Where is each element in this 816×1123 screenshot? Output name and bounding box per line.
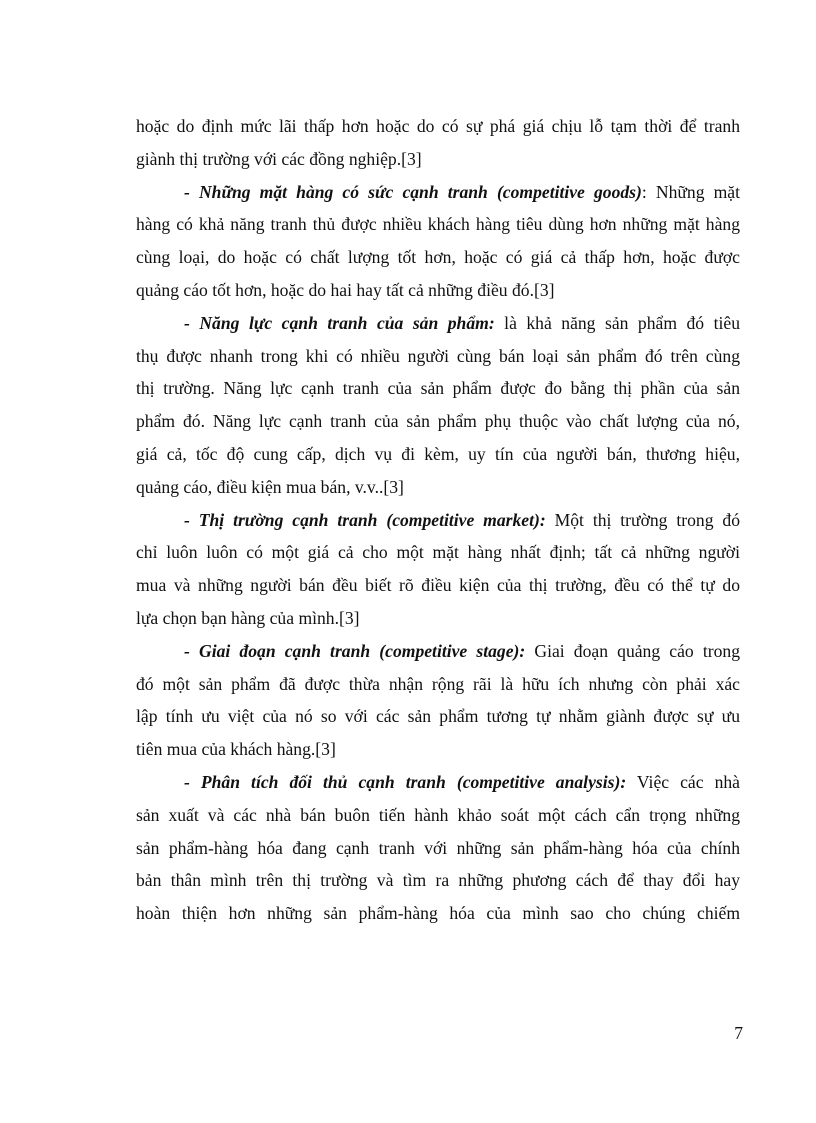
definition-start: Giai đoạn quảng cáo trong	[525, 640, 740, 661]
term-product-competitiveness: - Năng lực cạnh tranh của sản phẩm:	[184, 312, 495, 333]
page-number: 7	[734, 1023, 743, 1043]
text-line: giành thị trường với các đồng nghiệp.[3]	[136, 148, 422, 169]
text-line: tiên mua của khách hàng.[3]	[136, 739, 336, 760]
definition-start: Việc các nhà	[626, 771, 740, 792]
text-line: quảng cáo tốt hơn, hoặc do hai hay tất cả những điều đó.[3]	[136, 279, 555, 300]
text-line: bản thân mình trên thị trường và tìm ra những phương cách để thay đổi hay	[136, 870, 740, 891]
definition-start: Một thị trường trong đó	[545, 509, 740, 530]
text-line: đó một sản phẩm đã được thừa nhận rộng rãi là hữu ích nhưng còn phải xác	[136, 673, 740, 694]
text-line: phẩm đó. Năng lực cạnh tranh của sản phẩm phụ thuộc vào chất lượng của nó,	[136, 411, 740, 432]
text-line: quảng cáo, điều kiện mua bán, v.v..[3]	[136, 476, 404, 497]
term-competitive-analysis: - Phân tích đối thủ cạnh tranh (competitive analysis):	[184, 771, 627, 792]
text-line: hàng có khả năng tranh thủ được nhiều khách hàng tiêu dùng hơn những mặt hàng	[136, 214, 740, 235]
text-line: thụ được nhanh trong khi có nhiều người cùng bán loại sản phẩm đó trên cùng	[136, 345, 740, 366]
text-line: cùng loại, do hoặc có chất lượng tốt hơn, hoặc có giá cả thấp hơn, hoặc được	[136, 247, 740, 268]
paragraph-first-line	[136, 307, 740, 340]
text-line: giá cả, tốc độ cung cấp, dịch vụ đi kèm, uy tín của người bán, thương hiệu,	[136, 443, 740, 464]
paragraph-first-line	[136, 635, 740, 668]
text-line: chỉ luôn luôn có một giá cả cho một mặt hàng nhất định; tất cả những người	[136, 542, 740, 563]
text-line: sản xuất và các nhà bán buôn tiến hành khảo soát một cách cẩn trọng những	[136, 804, 740, 825]
paragraph-first-line	[136, 176, 740, 209]
definition-start: : Những mặt	[641, 181, 740, 202]
term-competitive-goods: - Những mặt hàng có sức cạnh tranh (competitive goods)	[184, 181, 642, 202]
text-line: mua và những người bán đều biết rõ điều kiện của thị trường, đều có thể tự do	[136, 575, 740, 596]
text-line: thị trường. Năng lực cạnh tranh của sản phẩm được đo bằng thị phần của sản	[136, 378, 740, 399]
text-line: sản phẩm-hàng hóa đang cạnh tranh với những sản phẩm-hàng hóa của chính	[136, 837, 740, 858]
text-line: lựa chọn bạn hàng của mình.[3]	[136, 607, 360, 628]
text-line: hoặc do định mức lãi thấp hơn hoặc do có sự phá giá chịu lỗ tạm thời để tranh	[136, 116, 740, 136]
term-competitive-stage: - Giai đoạn cạnh tranh (competitive stage):	[184, 640, 526, 661]
text-line: lập tính ưu việt của nó so với các sản phẩm tương tự nhằm giành được sự ưu	[136, 706, 740, 727]
paragraph-first-line	[136, 504, 740, 537]
definition-start: là khả năng sản phẩm đó tiêu	[494, 312, 740, 333]
term-competitive-market: - Thị trường cạnh tranh (competitive market):	[184, 509, 546, 530]
text-line: hoàn thiện hơn những sản phẩm-hàng hóa của mình sao cho chúng chiếm	[136, 903, 740, 924]
body-text	[136, 110, 740, 930]
paragraph-first-line	[136, 766, 740, 799]
